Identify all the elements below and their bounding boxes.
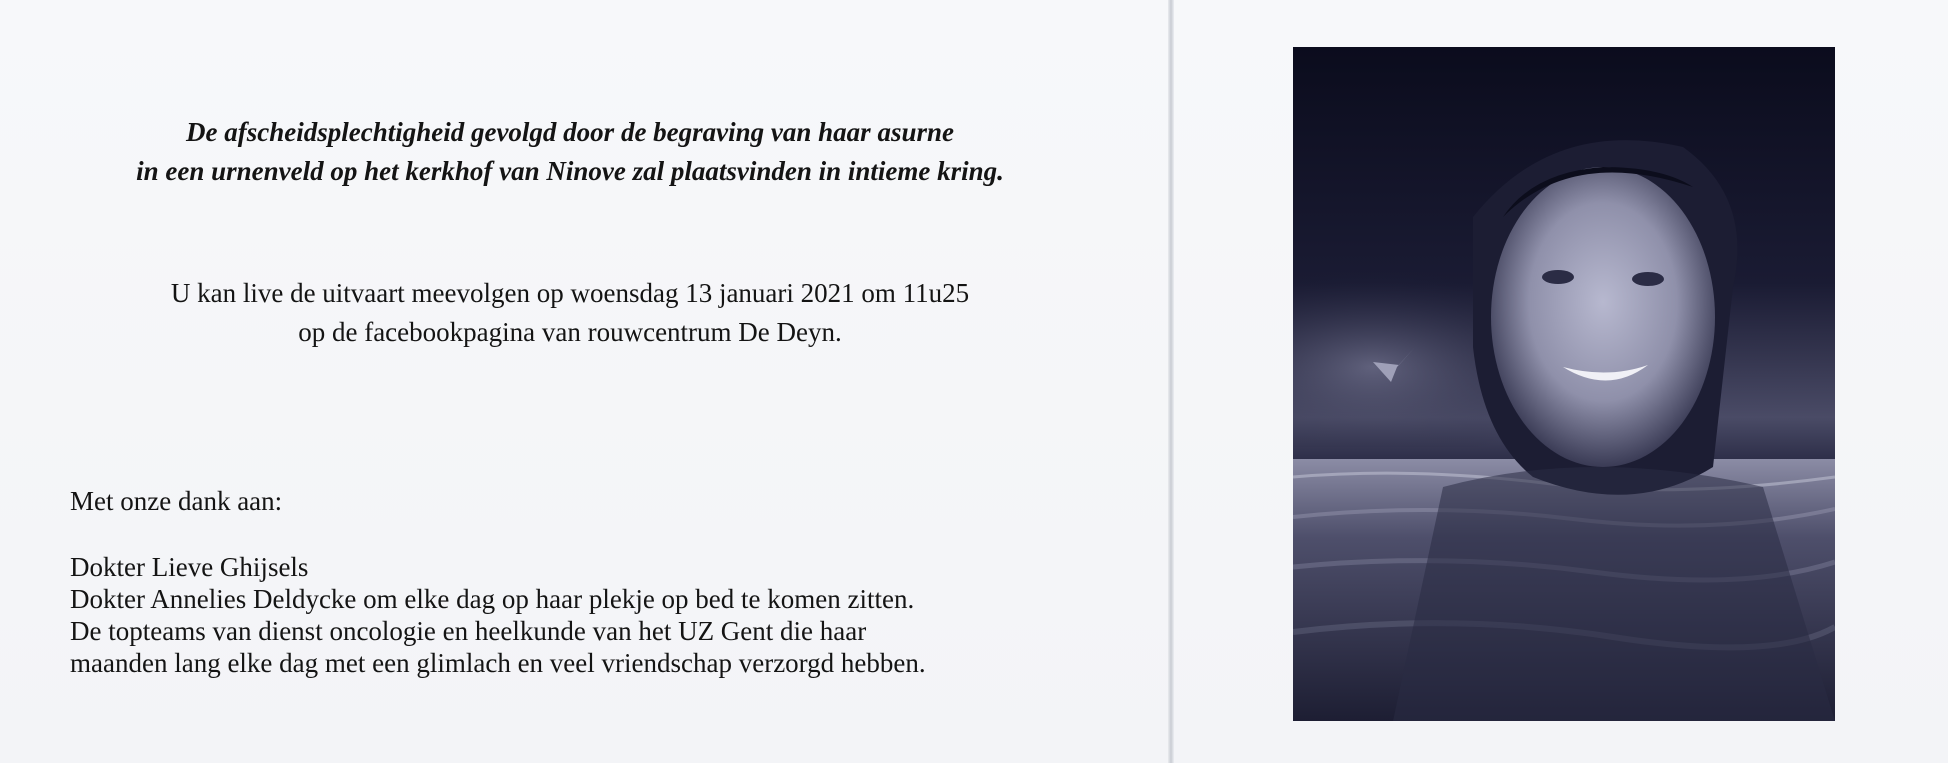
thanks-line: De topteams van dienst oncologie en heelkunde van het UZ Gent die haar <box>70 616 867 646</box>
livestream-notice <box>40 274 1100 352</box>
memorial-portrait-photo <box>1293 47 1835 721</box>
ceremony-line-1: De afscheidsplechtigheid gevolgd door de begraving van haar asurne <box>186 117 954 147</box>
thanks-list <box>70 551 1130 679</box>
thanks-line: Dokter Annelies Deldycke om elke dag op haar plekje op bed te komen zitten. <box>70 584 915 614</box>
thanks-line: Dokter Lieve Ghijsels <box>70 552 309 582</box>
portrait-illustration <box>1293 47 1835 721</box>
thanks-line: maanden lang elke dag met een glimlach en veel vriendschap verzorgd hebben. <box>70 648 926 678</box>
ceremony-line-2: in een urnenveld op het kerkhof van Ninove zal plaatsvinden in intieme kring. <box>136 156 1004 186</box>
thanks-heading: Met onze dank aan: <box>70 486 283 516</box>
ceremony-notice <box>40 113 1100 191</box>
livestream-line-2: op de facebookpagina van rouwcentrum De Deyn. <box>298 317 842 347</box>
livestream-line-1: U kan live de uitvaart meevolgen op woensdag 13 januari 2021 om 11u25 <box>170 278 970 308</box>
